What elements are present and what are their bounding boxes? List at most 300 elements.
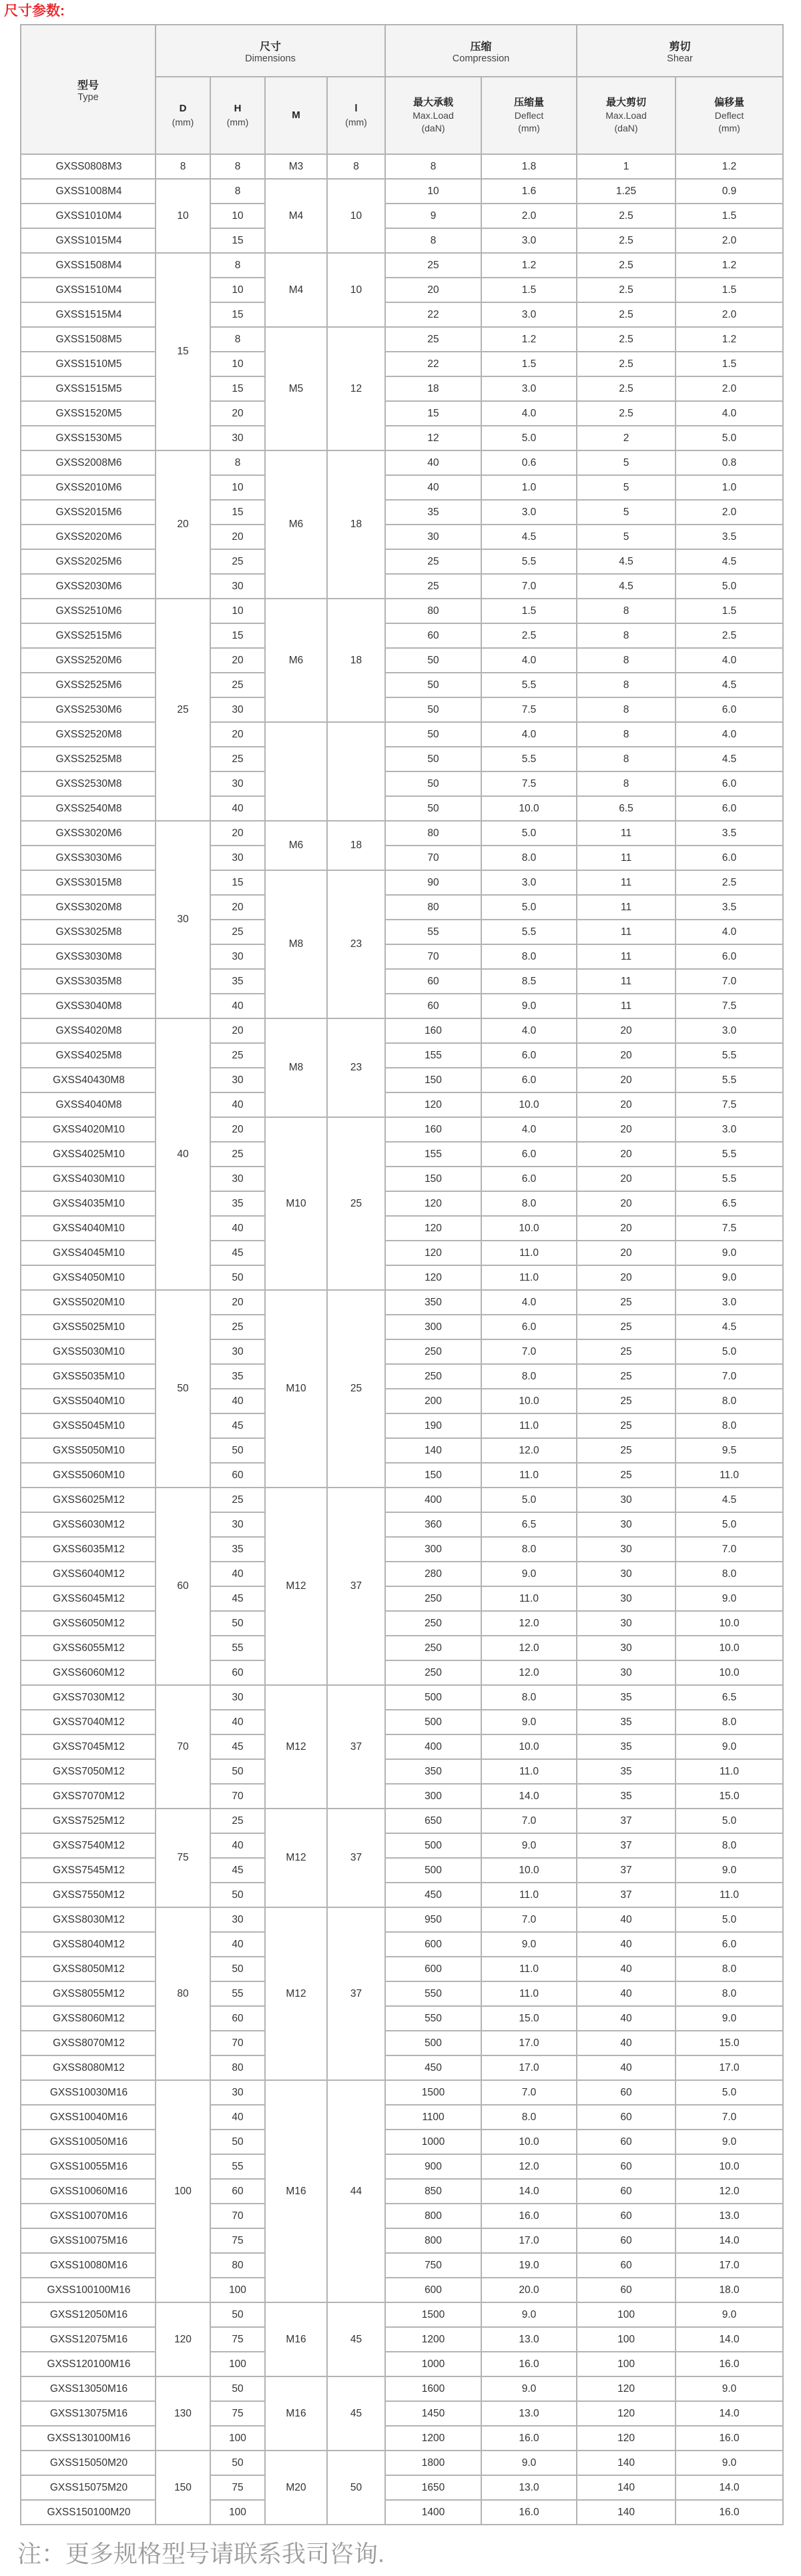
compression-max-load-cell: 22: [385, 352, 481, 376]
table-row: [21, 1586, 783, 1611]
compression-deflect-cell: 6.0: [481, 1142, 577, 1167]
model-cell: GXSS2525M8: [21, 747, 156, 771]
compression-max-load-cell: 300: [385, 1315, 481, 1339]
h-cell: 10: [210, 475, 265, 500]
shear-max-load-cell: 5: [577, 475, 676, 500]
h-cell: 20: [210, 821, 265, 846]
compression-max-load-cell: 1600: [385, 2376, 481, 2401]
shear-deflect-cell: 16.0: [676, 2352, 783, 2376]
compression-deflect-cell: 5.0: [481, 1488, 577, 1512]
h-cell: 55: [210, 1981, 265, 2006]
compression-deflect-cell: 10.0: [481, 1389, 577, 1413]
shear-max-load-cell: 25: [577, 1389, 676, 1413]
d-cell: 70: [156, 1685, 210, 1809]
model-cell: GXSS3030M8: [21, 944, 156, 969]
compression-deflect-cell: 12.0: [481, 2154, 577, 2179]
d-cell: 40: [156, 1018, 210, 1290]
h-cell: 20: [210, 1018, 265, 1043]
shear-max-load-cell: 40: [577, 1907, 676, 1932]
model-cell: GXSS5040M10: [21, 1389, 156, 1413]
table-row: [21, 1685, 783, 1710]
l-cell: 23: [327, 1018, 385, 1117]
table-row: [21, 1068, 783, 1092]
compression-max-load-cell: 400: [385, 1488, 481, 1512]
h-cell: 55: [210, 2154, 265, 2179]
table-row: [21, 870, 783, 895]
shear-max-load-cell: 8: [577, 599, 676, 623]
shear-deflect-cell: 3.0: [676, 1290, 783, 1315]
shear-max-load-cell: 1: [577, 154, 676, 179]
model-cell: GXSS6050M12: [21, 1611, 156, 1636]
model-cell: GXSS1530M5: [21, 426, 156, 450]
compression-max-load-cell: 250: [385, 1339, 481, 1364]
l-cell: 10: [327, 253, 385, 327]
model-cell: GXSS2540M8: [21, 796, 156, 821]
section-title: 尺寸参数:: [4, 3, 65, 19]
model-cell: GXSS4040M10: [21, 1216, 156, 1241]
model-cell: GXSS3015M8: [21, 870, 156, 895]
model-cell: GXSS4020M8: [21, 1018, 156, 1043]
compression-deflect-cell: 9.0: [481, 2302, 577, 2327]
compression-max-load-cell: 800: [385, 2204, 481, 2228]
compression-max-load-cell: 50: [385, 747, 481, 771]
shear-max-load-cell: 60: [577, 2253, 676, 2278]
compression-deflect-cell: 16.0: [481, 2352, 577, 2376]
compression-max-load-cell: 50: [385, 796, 481, 821]
shear-deflect-cell: 11.0: [676, 1463, 783, 1488]
table-row: [21, 574, 783, 599]
shear-max-load-cell: 40: [577, 1932, 676, 1957]
compression-deflect-cell: 4.0: [481, 401, 577, 426]
compression-deflect-cell: 3.0: [481, 228, 577, 253]
l-cell: 18: [327, 599, 385, 722]
table-row: [21, 2426, 783, 2451]
shear-max-load-cell: 20: [577, 1216, 676, 1241]
table-row: [21, 549, 783, 574]
model-cell: GXSS7070M12: [21, 1784, 156, 1809]
compression-max-load-cell: 350: [385, 1759, 481, 1784]
table-row: [21, 352, 783, 376]
shear-max-load-cell: 30: [577, 1512, 676, 1537]
shear-deflect-cell: 6.5: [676, 1685, 783, 1710]
header-shear: 剪切 Shear: [577, 25, 783, 77]
compression-deflect-cell: 12.0: [481, 1660, 577, 1685]
h-cell: 45: [210, 1734, 265, 1759]
h-cell: 20: [210, 722, 265, 747]
compression-deflect-cell: 4.0: [481, 1117, 577, 1142]
shear-deflect-cell: 5.0: [676, 1339, 783, 1364]
h-cell: 40: [210, 1216, 265, 1241]
shear-max-load-cell: 20: [577, 1018, 676, 1043]
h-cell: 30: [210, 574, 265, 599]
h-cell: 45: [210, 1413, 265, 1438]
h-cell: 30: [210, 1685, 265, 1710]
compression-deflect-cell: 9.0: [481, 1710, 577, 1734]
model-cell: GXSS4025M10: [21, 1142, 156, 1167]
model-cell: GXSS7040M12: [21, 1710, 156, 1734]
shear-max-load-cell: 60: [577, 2204, 676, 2228]
h-cell: 40: [210, 1562, 265, 1586]
shear-max-load-cell: 25: [577, 1290, 676, 1315]
shear-max-load-cell: 140: [577, 2451, 676, 2475]
shear-max-load-cell: 11: [577, 821, 676, 846]
shear-max-load-cell: 25: [577, 1339, 676, 1364]
shear-deflect-cell: 4.0: [676, 401, 783, 426]
h-cell: 30: [210, 426, 265, 450]
h-cell: 8: [210, 450, 265, 475]
shear-max-load-cell: 11: [577, 870, 676, 895]
compression-max-load-cell: 60: [385, 969, 481, 994]
table-row: [21, 1265, 783, 1290]
shear-deflect-cell: 7.0: [676, 2105, 783, 2130]
shear-max-load-cell: 2: [577, 426, 676, 450]
header-shear-deflect: 偏移量 Deflect (mm): [676, 77, 783, 154]
shear-max-load-cell: 20: [577, 1142, 676, 1167]
shear-deflect-cell: 8.0: [676, 1957, 783, 1981]
h-cell: 100: [210, 2278, 265, 2302]
shear-deflect-cell: 7.0: [676, 1537, 783, 1562]
header-shear-max-load: 最大剪切 Max.Load (daN): [577, 77, 676, 154]
compression-max-load-cell: 120: [385, 1241, 481, 1265]
table-row: [21, 722, 783, 747]
compression-max-load-cell: 80: [385, 895, 481, 920]
table-row: [21, 2179, 783, 2204]
table-row: [21, 1413, 783, 1438]
model-cell: GXSS5035M10: [21, 1364, 156, 1389]
shear-max-load-cell: 2.5: [577, 278, 676, 302]
table-row: [21, 376, 783, 401]
model-cell: GXSS7550M12: [21, 1883, 156, 1907]
compression-max-load-cell: 650: [385, 1809, 481, 1833]
shear-deflect-cell: 14.0: [676, 2401, 783, 2426]
m-cell: M3: [265, 154, 327, 179]
compression-max-load-cell: 40: [385, 450, 481, 475]
m-cell: [265, 722, 327, 821]
compression-max-load-cell: 25: [385, 574, 481, 599]
h-cell: 10: [210, 278, 265, 302]
table-row: [21, 450, 783, 475]
model-cell: GXSS3020M6: [21, 821, 156, 846]
compression-deflect-cell: 10.0: [481, 2130, 577, 2154]
shear-max-load-cell: 40: [577, 1981, 676, 2006]
shear-max-load-cell: 6.5: [577, 796, 676, 821]
h-cell: 20: [210, 895, 265, 920]
compression-max-load-cell: 1500: [385, 2080, 481, 2105]
model-cell: GXSS6060M12: [21, 1660, 156, 1685]
header-d: D (mm): [156, 77, 210, 154]
shear-deflect-cell: 6.0: [676, 697, 783, 722]
h-cell: 25: [210, 1488, 265, 1512]
shear-max-load-cell: 2.5: [577, 253, 676, 278]
shear-deflect-cell: 14.0: [676, 2475, 783, 2500]
model-cell: GXSS4020M10: [21, 1117, 156, 1142]
model-cell: GXSS10040M16: [21, 2105, 156, 2130]
compression-deflect-cell: 6.0: [481, 1315, 577, 1339]
h-cell: 45: [210, 1241, 265, 1265]
compression-deflect-cell: 11.0: [481, 1981, 577, 2006]
compression-max-load-cell: 18: [385, 376, 481, 401]
table-row: [21, 2055, 783, 2080]
compression-max-load-cell: 1450: [385, 2401, 481, 2426]
compression-max-load-cell: 1400: [385, 2500, 481, 2525]
shear-max-load-cell: 8: [577, 747, 676, 771]
table-row: [21, 1463, 783, 1488]
model-cell: GXSS15050M20: [21, 2451, 156, 2475]
compression-deflect-cell: 17.0: [481, 2228, 577, 2253]
compression-deflect-cell: 5.0: [481, 821, 577, 846]
model-cell: GXSS2025M6: [21, 549, 156, 574]
table-row: [21, 525, 783, 549]
shear-max-load-cell: 2.5: [577, 228, 676, 253]
model-cell: GXSS1015M4: [21, 228, 156, 253]
table-row: [21, 1364, 783, 1389]
shear-deflect-cell: 0.9: [676, 179, 783, 204]
shear-deflect-cell: 18.0: [676, 2278, 783, 2302]
h-cell: 8: [210, 253, 265, 278]
table-row: [21, 1389, 783, 1413]
table-row: [21, 1488, 783, 1512]
model-cell: GXSS5045M10: [21, 1413, 156, 1438]
compression-deflect-cell: 5.5: [481, 920, 577, 944]
shear-deflect-cell: 17.0: [676, 2055, 783, 2080]
h-cell: 15: [210, 376, 265, 401]
model-cell: GXSS1508M4: [21, 253, 156, 278]
shear-deflect-cell: 9.0: [676, 1734, 783, 1759]
table-row: [21, 697, 783, 722]
shear-deflect-cell: 8.0: [676, 1413, 783, 1438]
compression-max-load-cell: 60: [385, 623, 481, 648]
table-row: [21, 994, 783, 1018]
compression-max-load-cell: 750: [385, 2253, 481, 2278]
table-row: [21, 2006, 783, 2031]
shear-deflect-cell: 5.0: [676, 1907, 783, 1932]
shear-deflect-cell: 9.0: [676, 1265, 783, 1290]
table-row: [21, 500, 783, 525]
table-row: [21, 1759, 783, 1784]
compression-deflect-cell: 7.5: [481, 697, 577, 722]
compression-deflect-cell: 10.0: [481, 1216, 577, 1241]
compression-max-load-cell: 155: [385, 1142, 481, 1167]
shear-deflect-cell: 8.0: [676, 1981, 783, 2006]
l-cell: 50: [327, 2451, 385, 2525]
m-cell: M12: [265, 1809, 327, 1907]
compression-deflect-cell: 13.0: [481, 2327, 577, 2352]
compression-max-load-cell: 1800: [385, 2451, 481, 2475]
compression-deflect-cell: 1.2: [481, 327, 577, 352]
compression-deflect-cell: 16.0: [481, 2426, 577, 2451]
compression-deflect-cell: 10.0: [481, 796, 577, 821]
d-cell: 120: [156, 2302, 210, 2376]
table-row: [21, 1660, 783, 1685]
footnote: 注：更多规格型号请联系我司咨询.: [17, 2540, 385, 2567]
shear-deflect-cell: 1.5: [676, 278, 783, 302]
model-cell: GXSS3025M8: [21, 920, 156, 944]
m-cell: M12: [265, 1907, 327, 2080]
compression-deflect-cell: 1.8: [481, 154, 577, 179]
l-cell: 45: [327, 2376, 385, 2451]
compression-deflect-cell: 6.5: [481, 1512, 577, 1537]
shear-deflect-cell: 4.5: [676, 1315, 783, 1339]
m-cell: M10: [265, 1290, 327, 1488]
table-row: [21, 1512, 783, 1537]
model-cell: GXSS100100M16: [21, 2278, 156, 2302]
model-cell: GXSS2030M6: [21, 574, 156, 599]
compression-deflect-cell: 5.5: [481, 549, 577, 574]
compression-deflect-cell: 17.0: [481, 2055, 577, 2080]
model-cell: GXSS40430M8: [21, 1068, 156, 1092]
model-cell: GXSS3030M6: [21, 846, 156, 870]
compression-deflect-cell: 1.5: [481, 352, 577, 376]
h-cell: 40: [210, 994, 265, 1018]
model-cell: GXSS7045M12: [21, 1734, 156, 1759]
dimension-table: [20, 24, 784, 2525]
compression-max-load-cell: 50: [385, 648, 481, 673]
model-cell: GXSS6045M12: [21, 1586, 156, 1611]
model-cell: GXSS5025M10: [21, 1315, 156, 1339]
compression-deflect-cell: 8.0: [481, 846, 577, 870]
compression-deflect-cell: 3.0: [481, 376, 577, 401]
l-cell: [327, 722, 385, 821]
shear-deflect-cell: 4.0: [676, 920, 783, 944]
compression-deflect-cell: 1.6: [481, 179, 577, 204]
l-cell: 25: [327, 1290, 385, 1488]
shear-max-load-cell: 2.5: [577, 302, 676, 327]
h-cell: 50: [210, 1438, 265, 1463]
shear-max-load-cell: 8: [577, 623, 676, 648]
table-row: [21, 648, 783, 673]
shear-deflect-cell: 1.5: [676, 204, 783, 228]
compression-deflect-cell: 4.0: [481, 1018, 577, 1043]
compression-max-load-cell: 250: [385, 1364, 481, 1389]
shear-deflect-cell: 1.2: [676, 154, 783, 179]
shear-max-load-cell: 20: [577, 1117, 676, 1142]
shear-deflect-cell: 7.5: [676, 1092, 783, 1117]
h-cell: 15: [210, 500, 265, 525]
compression-max-load-cell: 60: [385, 994, 481, 1018]
h-cell: 10: [210, 599, 265, 623]
model-cell: GXSS12050M16: [21, 2302, 156, 2327]
compression-deflect-cell: 8.0: [481, 944, 577, 969]
model-cell: GXSS7540M12: [21, 1833, 156, 1858]
l-cell: 37: [327, 1685, 385, 1809]
compression-deflect-cell: 12.0: [481, 1611, 577, 1636]
shear-max-load-cell: 30: [577, 1488, 676, 1512]
model-cell: GXSS4025M8: [21, 1043, 156, 1068]
shear-deflect-cell: 1.2: [676, 327, 783, 352]
shear-max-load-cell: 60: [577, 2130, 676, 2154]
compression-max-load-cell: 9: [385, 204, 481, 228]
compression-deflect-cell: 11.0: [481, 1957, 577, 1981]
d-cell: 30: [156, 821, 210, 1018]
table-header: [21, 25, 783, 154]
table-row: [21, 1932, 783, 1957]
m-cell: M20: [265, 2451, 327, 2525]
compression-max-load-cell: 300: [385, 1784, 481, 1809]
shear-deflect-cell: 7.0: [676, 969, 783, 994]
shear-max-load-cell: 1.25: [577, 179, 676, 204]
compression-max-load-cell: 500: [385, 1685, 481, 1710]
shear-deflect-cell: 11.0: [676, 1759, 783, 1784]
model-cell: GXSS10050M16: [21, 2130, 156, 2154]
compression-deflect-cell: 7.0: [481, 574, 577, 599]
model-cell: GXSS2530M6: [21, 697, 156, 722]
compression-deflect-cell: 8.0: [481, 1537, 577, 1562]
compression-max-load-cell: 155: [385, 1043, 481, 1068]
h-cell: 20: [210, 525, 265, 549]
table-row: [21, 204, 783, 228]
table-row: [21, 1315, 783, 1339]
l-cell: 12: [327, 327, 385, 450]
shear-max-load-cell: 37: [577, 1809, 676, 1833]
m-cell: M12: [265, 1488, 327, 1685]
shear-max-load-cell: 30: [577, 1611, 676, 1636]
model-cell: GXSS10080M16: [21, 2253, 156, 2278]
compression-max-load-cell: 50: [385, 673, 481, 697]
shear-max-load-cell: 120: [577, 2426, 676, 2451]
compression-deflect-cell: 12.0: [481, 1438, 577, 1463]
table-row: [21, 1092, 783, 1117]
h-cell: 25: [210, 1809, 265, 1833]
table-row: [21, 1981, 783, 2006]
compression-deflect-cell: 5.0: [481, 426, 577, 450]
compression-max-load-cell: 90: [385, 870, 481, 895]
shear-max-load-cell: 40: [577, 2055, 676, 2080]
h-cell: 30: [210, 1068, 265, 1092]
shear-deflect-cell: 16.0: [676, 2426, 783, 2451]
h-cell: 30: [210, 944, 265, 969]
l-cell: 10: [327, 179, 385, 253]
h-cell: 60: [210, 1660, 265, 1685]
compression-deflect-cell: 3.0: [481, 870, 577, 895]
shear-deflect-cell: 16.0: [676, 2500, 783, 2525]
compression-max-load-cell: 800: [385, 2228, 481, 2253]
compression-deflect-cell: 13.0: [481, 2401, 577, 2426]
m-cell: M10: [265, 1117, 327, 1290]
shear-deflect-cell: 6.5: [676, 1191, 783, 1216]
shear-deflect-cell: 9.0: [676, 2376, 783, 2401]
m-cell: M6: [265, 450, 327, 599]
compression-max-load-cell: 40: [385, 475, 481, 500]
shear-max-load-cell: 11: [577, 895, 676, 920]
m-cell: M4: [265, 179, 327, 253]
compression-max-load-cell: 190: [385, 1413, 481, 1438]
model-cell: GXSS6040M12: [21, 1562, 156, 1586]
h-cell: 50: [210, 1611, 265, 1636]
shear-max-load-cell: 140: [577, 2500, 676, 2525]
h-cell: 80: [210, 2055, 265, 2080]
shear-max-load-cell: 35: [577, 1784, 676, 1809]
compression-deflect-cell: 2.0: [481, 204, 577, 228]
model-cell: GXSS12075M16: [21, 2327, 156, 2352]
model-cell: GXSS10060M16: [21, 2179, 156, 2204]
compression-deflect-cell: 4.5: [481, 525, 577, 549]
h-cell: 40: [210, 1833, 265, 1858]
compression-max-load-cell: 250: [385, 1636, 481, 1660]
model-cell: GXSS13050M16: [21, 2376, 156, 2401]
compression-deflect-cell: 4.0: [481, 648, 577, 673]
table-row: [21, 1018, 783, 1043]
h-cell: 75: [210, 2475, 265, 2500]
shear-deflect-cell: 9.5: [676, 1438, 783, 1463]
shear-deflect-cell: 1.0: [676, 475, 783, 500]
shear-deflect-cell: 0.8: [676, 450, 783, 475]
table-row: [21, 475, 783, 500]
table-row: [21, 2080, 783, 2105]
shear-max-load-cell: 35: [577, 1734, 676, 1759]
compression-deflect-cell: 11.0: [481, 1241, 577, 1265]
h-cell: 30: [210, 771, 265, 796]
compression-max-load-cell: 22: [385, 302, 481, 327]
